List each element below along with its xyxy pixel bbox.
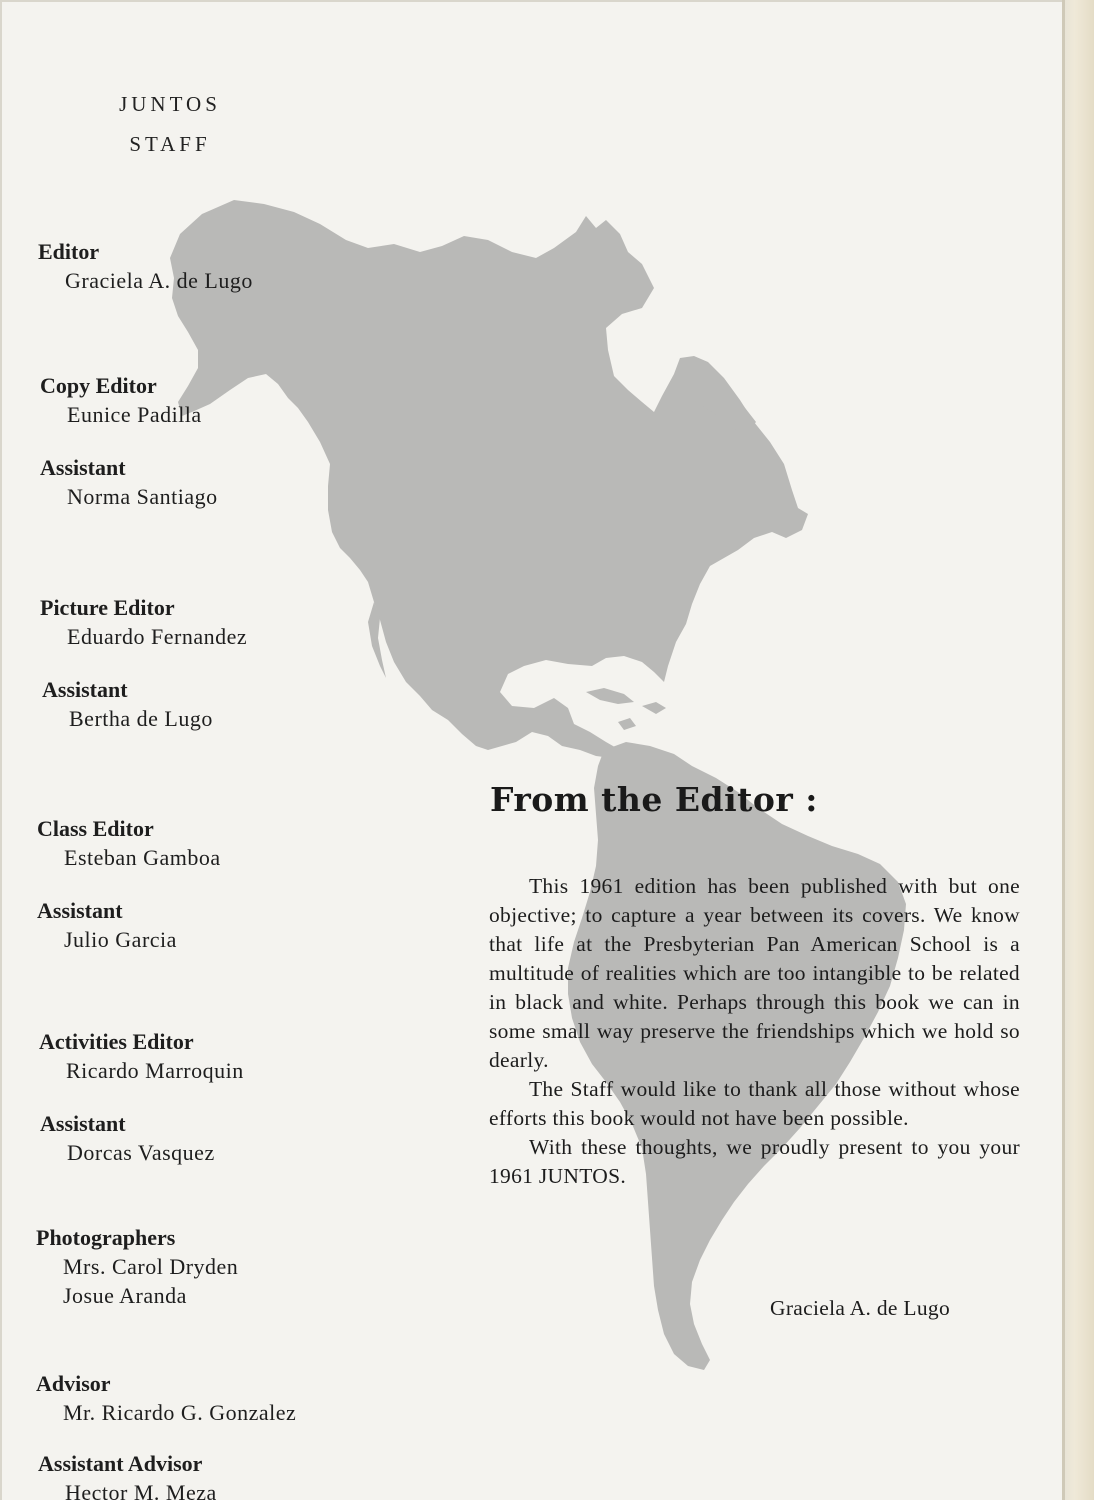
staff-role: Editor xyxy=(38,239,100,264)
staff-name: Dorcas Vasquez xyxy=(67,1140,215,1165)
editor-note-paragraph: This 1961 edition has been published with but one objective; to capture a year between its covers. We know that life at the Presbyterian Pan American School is a multitude of realities which are too intangible to be related in black and white. Perhaps through this book we can in some small way preserve the friendships which we hold so dearly. xyxy=(489,874,1020,1072)
editor-note-paragraph: With these thoughts, we proudly present to you your 1961 JUNTOS. xyxy=(489,1135,1020,1188)
staff-role: Class Editor xyxy=(37,816,154,841)
staff-entry-assistant xyxy=(40,454,218,511)
masthead-line-2: STAFF xyxy=(129,132,211,156)
staff-entry-photographers xyxy=(36,1224,238,1310)
staff-entry-picture-editor xyxy=(40,594,247,651)
staff-role: Assistant Advisor xyxy=(38,1451,203,1476)
staff-role: Photographers xyxy=(36,1225,176,1250)
staff-name: Hector M. Meza xyxy=(65,1480,217,1500)
staff-entry-assistant-advisor xyxy=(38,1450,217,1500)
staff-name: Eduardo Fernandez xyxy=(67,624,248,649)
staff-role: Assistant xyxy=(40,455,126,480)
staff-role: Activities Editor xyxy=(39,1029,194,1054)
staff-entry-assistant xyxy=(37,897,177,954)
staff-name: Mrs. Carol Dryden xyxy=(63,1254,239,1279)
staff-role: Assistant xyxy=(37,898,123,923)
staff-name: Mr. Ricardo G. Gonzalez xyxy=(63,1400,297,1425)
staff-name: Graciela A. de Lugo xyxy=(65,268,253,293)
staff-entry-advisor xyxy=(36,1370,296,1427)
editor-signature: Graciela A. de Lugo xyxy=(770,1296,951,1320)
staff-entry-assistant xyxy=(40,1110,215,1167)
staff-entry-assistant xyxy=(42,676,213,733)
staff-role: Picture Editor xyxy=(40,595,175,620)
staff-name: Ricardo Marroquin xyxy=(66,1058,244,1083)
editor-note-heading: From the Editor : xyxy=(490,780,818,819)
editor-note-body xyxy=(489,872,1020,1191)
yearbook-page xyxy=(2,2,1062,1500)
page-binding-edge xyxy=(1062,0,1094,1500)
staff-name: Norma Santiago xyxy=(67,484,218,509)
staff-entry-class-editor xyxy=(37,815,221,872)
staff-entry-activities-editor xyxy=(39,1028,244,1085)
masthead-line-1: JUNTOS xyxy=(119,92,221,116)
staff-entry-copy-editor xyxy=(40,372,202,429)
staff-name: Esteban Gamboa xyxy=(64,845,221,870)
staff-name: Bertha de Lugo xyxy=(69,706,213,731)
staff-name: Eunice Padilla xyxy=(67,402,202,427)
staff-role: Assistant xyxy=(42,677,128,702)
editor-note-paragraph: The Staff would like to thank all those without whose efforts this book would not have been possible. xyxy=(489,1077,1020,1130)
north-america-shape xyxy=(170,200,808,758)
staff-role: Assistant xyxy=(40,1111,126,1136)
staff-entry-editor xyxy=(38,238,253,295)
staff-role: Advisor xyxy=(36,1371,111,1396)
staff-name: Josue Aranda xyxy=(63,1283,187,1308)
staff-name: Julio Garcia xyxy=(64,927,177,952)
staff-role: Copy Editor xyxy=(40,373,157,398)
